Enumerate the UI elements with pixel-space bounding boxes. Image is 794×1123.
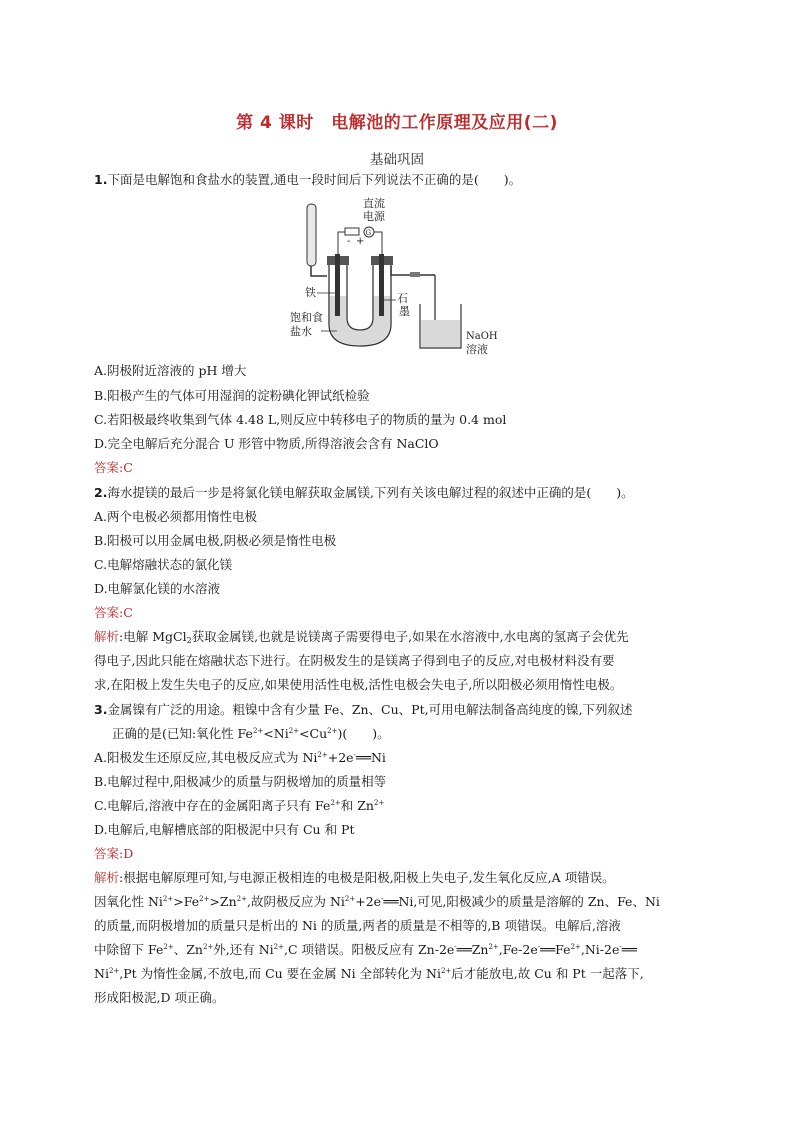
question-3-stem-line-1: 3.金属镍有广泛的用途。粗镍中含有少量 Fe、Zn、Cu、Pt,可用电解法制备高纯度的镍,下列叙述 xyxy=(94,702,633,717)
power-label: 直流 xyxy=(363,197,385,210)
iron-label: 铁 xyxy=(305,286,316,299)
u-tube-inner xyxy=(347,262,373,330)
ammeter-g-label: G xyxy=(365,229,372,237)
q3-option-a: A.阳极发生还原反应,其电极反应式为 $Ni^{2+}+2e^-══Ni$ xyxy=(94,750,386,765)
question-2-stem xyxy=(94,485,714,501)
question-number: 2. xyxy=(94,485,108,500)
q3-explanation-line-6: 形成阳极泥,D 项正确。 xyxy=(94,990,225,1005)
q3-answer: 答案:D xyxy=(94,846,134,861)
question-1-stem xyxy=(94,172,714,188)
question-number: 1. xyxy=(94,172,108,187)
naoh-label-2: 溶液 xyxy=(466,343,488,356)
q1-option-b: B.阳极产生的气体可用湿润的淀粉碘化钾试纸检验 xyxy=(94,388,370,403)
power-label-2: 电源 xyxy=(363,210,385,223)
wire-left xyxy=(338,232,345,256)
pipe-connector xyxy=(410,272,420,277)
q2-option-b: B.阳极可以用金属电极,阴极必须是惰性电极 xyxy=(94,533,337,548)
q2-explanation-line-2: 得电子,因此只能在熔融状态下进行。在阴极发生的是镁离子得到电子的反应,对电极材料没有要 xyxy=(94,653,615,668)
graphite-label: 石 xyxy=(397,292,408,305)
naoh-solution xyxy=(421,320,460,347)
graphite-electrode xyxy=(379,254,384,316)
question-3-stem-line-2: 正确的是(已知:氧化性 $Fe^{2+}<Ni^{2+}<Cu^{2+}$)( )。 xyxy=(112,726,390,741)
q3-explanation-line-1: 解析:根据电解原理可知,与电源正极相连的电极是阳极,阳极上失电子,发生氧化反应,A 项错误。 xyxy=(94,870,615,885)
explanation-label: 解析 xyxy=(94,629,120,644)
q3-explanation-line-3: 的质量,而阴极增加的质量只是析出的 Ni 的质量,两者的质量是不相等的,B 项错误。电解后,溶液 xyxy=(94,918,621,933)
electrolysis-apparatus-figure xyxy=(285,196,515,356)
question-text: 下面是电解饱和食盐水的装置,通电一段时间后下列说法不正确的是( )。 xyxy=(107,172,522,187)
graphite-label-2: 墨 xyxy=(399,305,410,318)
q1-option-d: D.完全电解后充分混合 U 形管中物质,所得溶液会含有 NaClO xyxy=(94,436,439,451)
naoh-label: NaOH xyxy=(466,331,498,342)
plus-label: + xyxy=(356,236,365,247)
question-number: 3. xyxy=(94,702,108,717)
iron-electrode xyxy=(335,254,340,316)
minus-label: - xyxy=(347,236,351,247)
brine-label: 饱和食 xyxy=(290,311,323,324)
section-heading: 基础巩固 xyxy=(370,152,424,168)
power-source-box xyxy=(345,228,359,235)
q2-explanation-line-3: 求,在阳极上发生失电子的反应,如果使用活性电极,活性电极会失电子,所以阳极必须用惰性电极。 xyxy=(94,677,623,692)
explanation-label: 解析 xyxy=(94,870,120,885)
q3-explanation-line-5: $Ni^{2+},Pt$ 为惰性金属,不放电,而 Cu 要在金属 Ni 全部转化为 $Ni^{2+}$后才能放电,故 Cu 和 Pt 一起落下, xyxy=(94,966,644,981)
q1-answer: 答案:C xyxy=(94,460,133,475)
question-text: 海水提镁的最后一步是将氯化镁电解获取金属镁,下列有关该电解过程的叙述中正确的是( )。 xyxy=(107,485,634,500)
gas-collection-tube xyxy=(307,204,316,266)
brine-label-2: 盐水 xyxy=(290,325,312,338)
q2-option-c: C.电解熔融状态的氯化镁 xyxy=(94,557,233,572)
q3-explanation-line-4: 中除留下 $Fe^{2+}$、$Zn^{2+}$外,还有 $Ni^{2+},C$ 项错误。阳极反应有 $Zn-2e^-══Zn^{2+},Fe-2e^-══Fe^{2+},Ni-2e^-══$ xyxy=(94,942,637,957)
q1-option-c: C.若阳极最终收集到气体 4.48 L,则反应中转移电子的物质的量为 0.4 mol xyxy=(94,412,507,427)
q2-option-d: D.电解氯化镁的水溶液 xyxy=(94,581,221,596)
q3-explanation-line-2: 因氧化性 $Ni^{2+}>Fe^{2+}>Zn^{2+}$,故阴极反应为 $Ni^{2+}+2e^-══Ni$,可见,阳极减少的质量是溶解的 Zn、Fe、Ni xyxy=(94,894,660,909)
q2-explanation-line-1: 解析:电解 MgCl$_2$获取金属镁,也就是说镁离子需要得电子,如果在水溶液中,水电离的氢离子会优先 xyxy=(94,629,629,645)
q2-option-a: A.两个电极必须都用惰性电极 xyxy=(94,509,258,524)
lesson-title: 第 4 课时 电解池的工作原理及应用(二) xyxy=(236,113,558,133)
q3-option-d: D.电解后,电解槽底部的阳极泥中只有 Cu 和 Pt xyxy=(94,822,355,837)
left-gas-pipe xyxy=(311,266,327,276)
q3-option-b: B.电解过程中,阳极减少的质量与阴极增加的质量相等 xyxy=(94,774,387,789)
q2-answer: 答案:C xyxy=(94,605,133,620)
q3-option-c: C.电解后,溶液中存在的金属阳离子只有 $Fe^{2+}$和 $Zn^{2+}$ xyxy=(94,798,385,813)
wire-right xyxy=(374,232,382,256)
q1-option-a: A.阴极附近溶液的 pH 增大 xyxy=(94,363,247,378)
